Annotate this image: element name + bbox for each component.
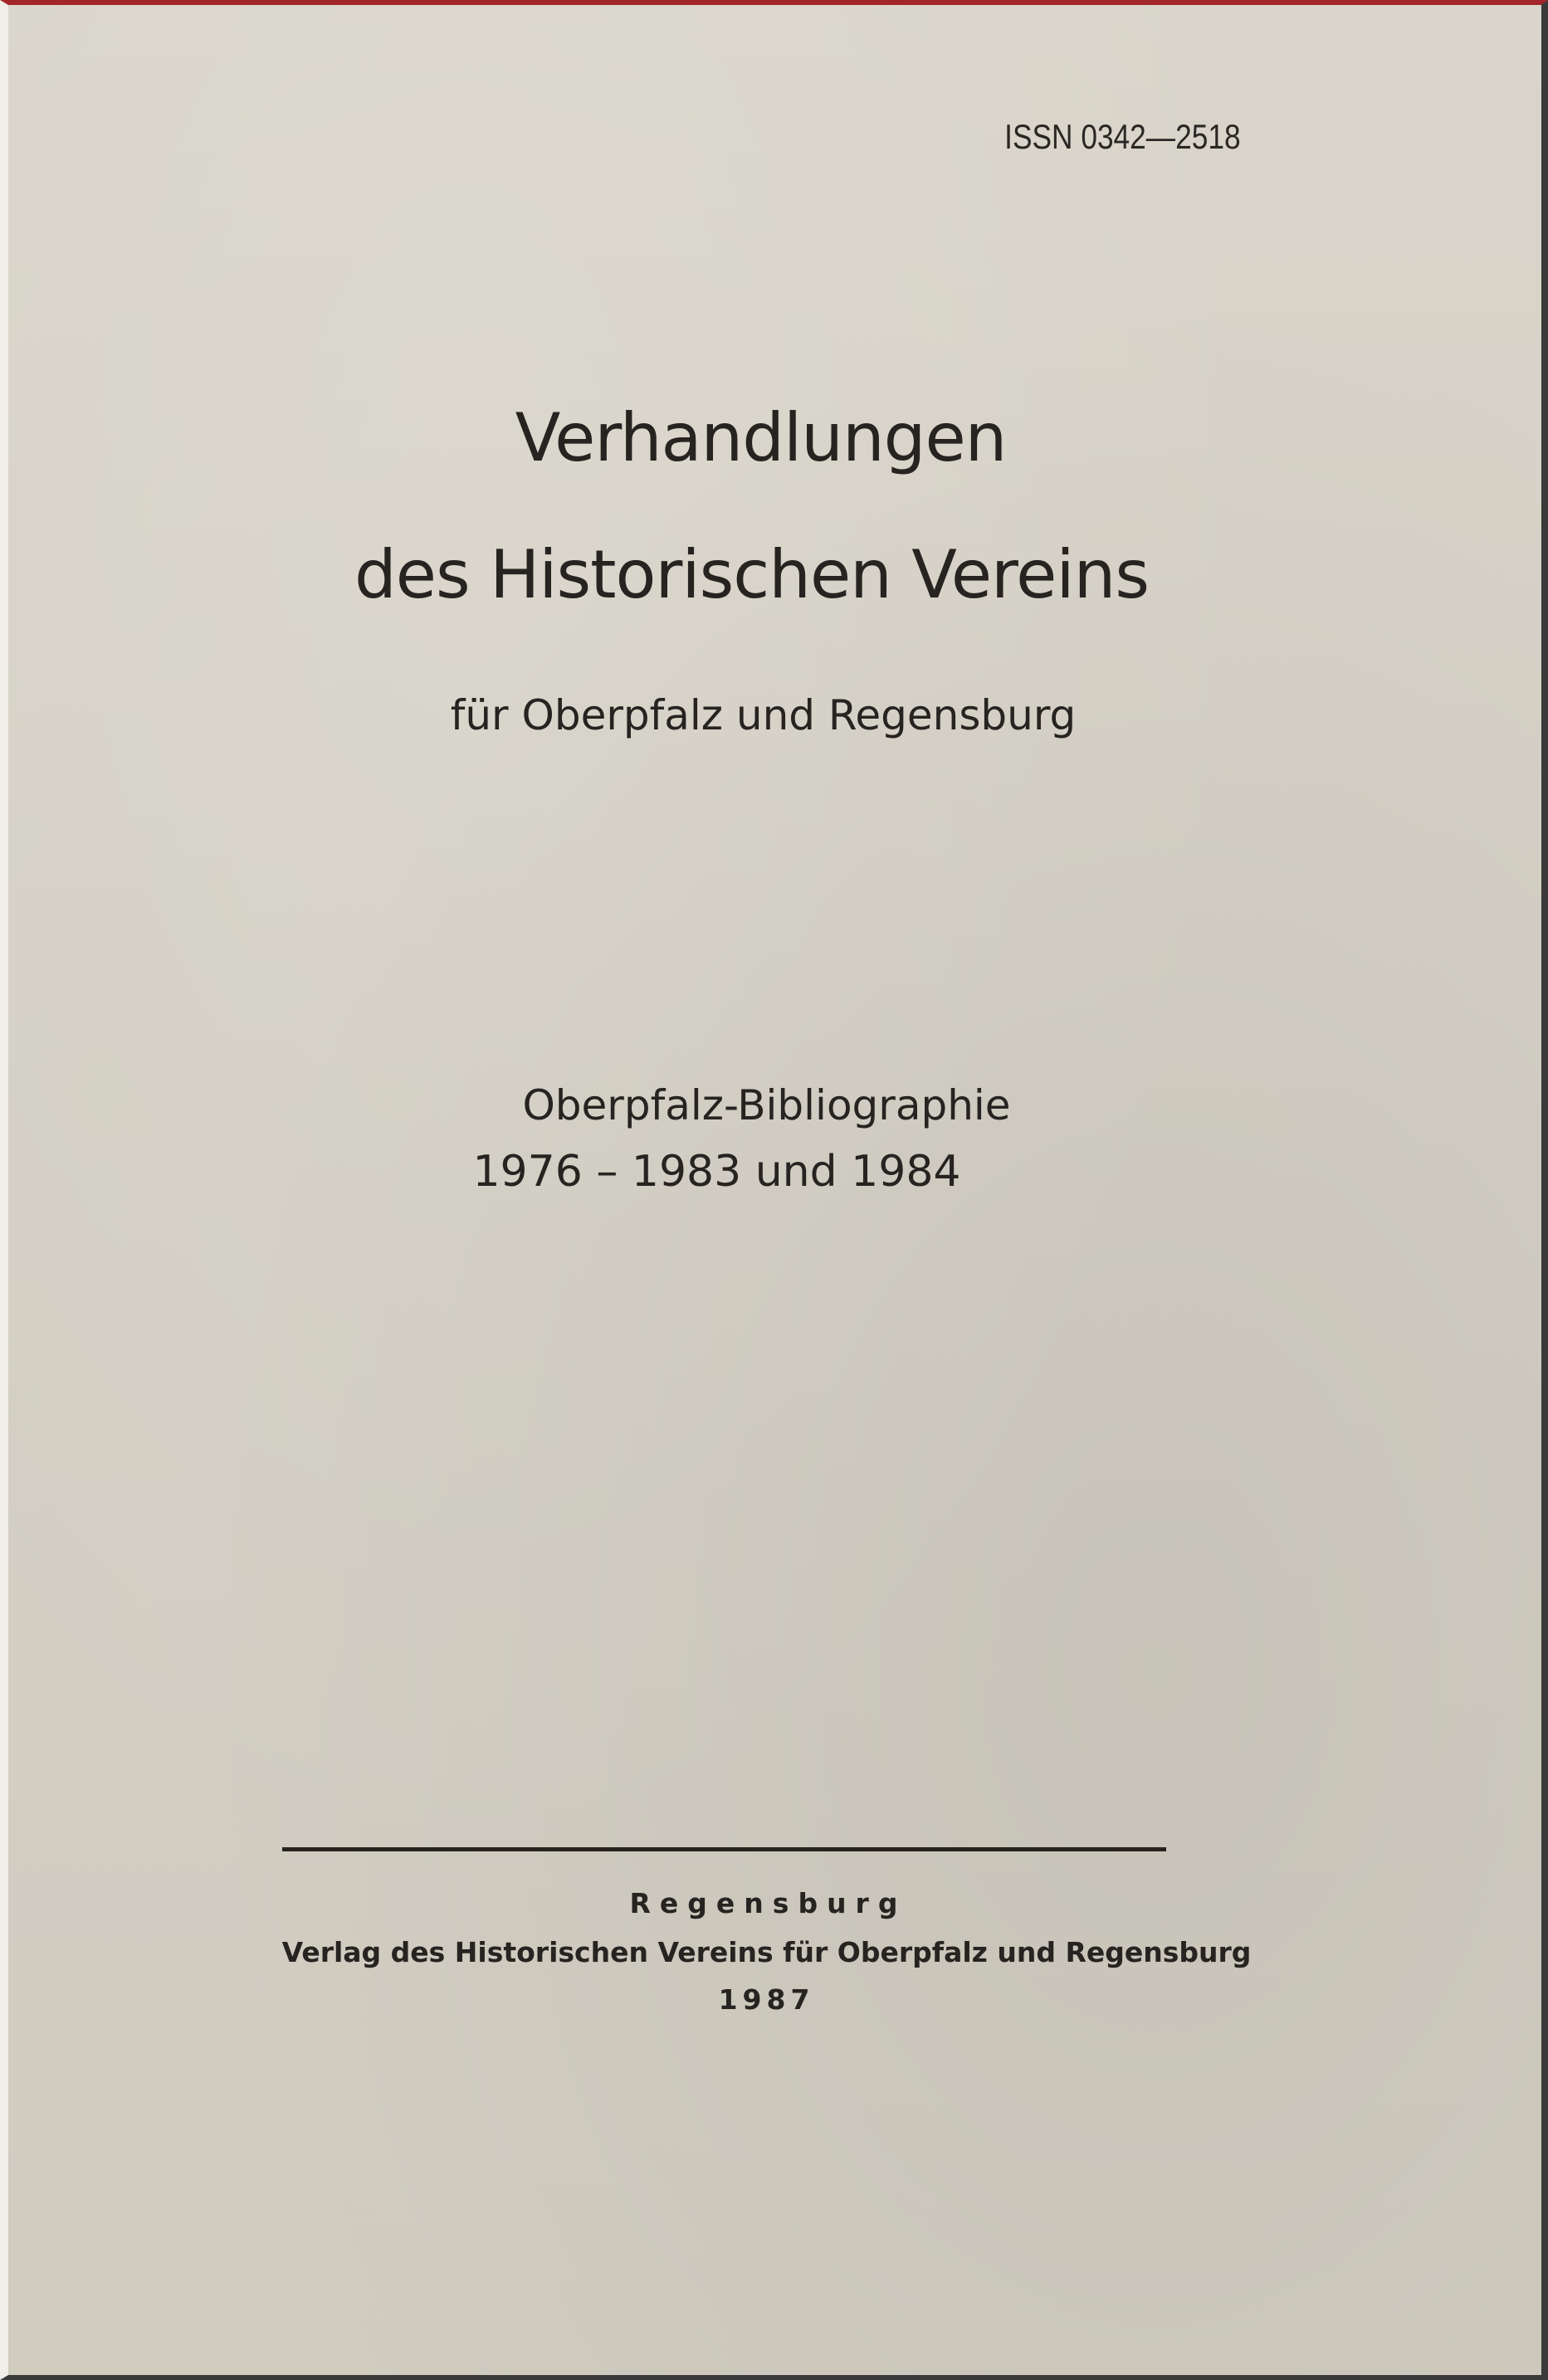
- publication-year: 1987: [718, 1983, 815, 2016]
- coverage-years: 1976 – 1983 und 1984: [472, 1147, 961, 1197]
- main-title-line-1: Verhandlungen: [515, 399, 1007, 476]
- issn-number: ISSN 0342—2518: [1004, 117, 1241, 156]
- series-title: Oberpfalz-Bibliographie: [522, 1081, 1011, 1129]
- main-title-line-2: des Historischen Vereins: [354, 536, 1149, 613]
- publication-place: Regensburg: [629, 1887, 907, 1919]
- publisher-name: Verlag des Historischen Vereins für Oberpfalz und Regensburg: [281, 1936, 1252, 1968]
- subtitle: für Oberpfalz und Regensburg: [450, 691, 1077, 739]
- divider-rule: [282, 1847, 1166, 1851]
